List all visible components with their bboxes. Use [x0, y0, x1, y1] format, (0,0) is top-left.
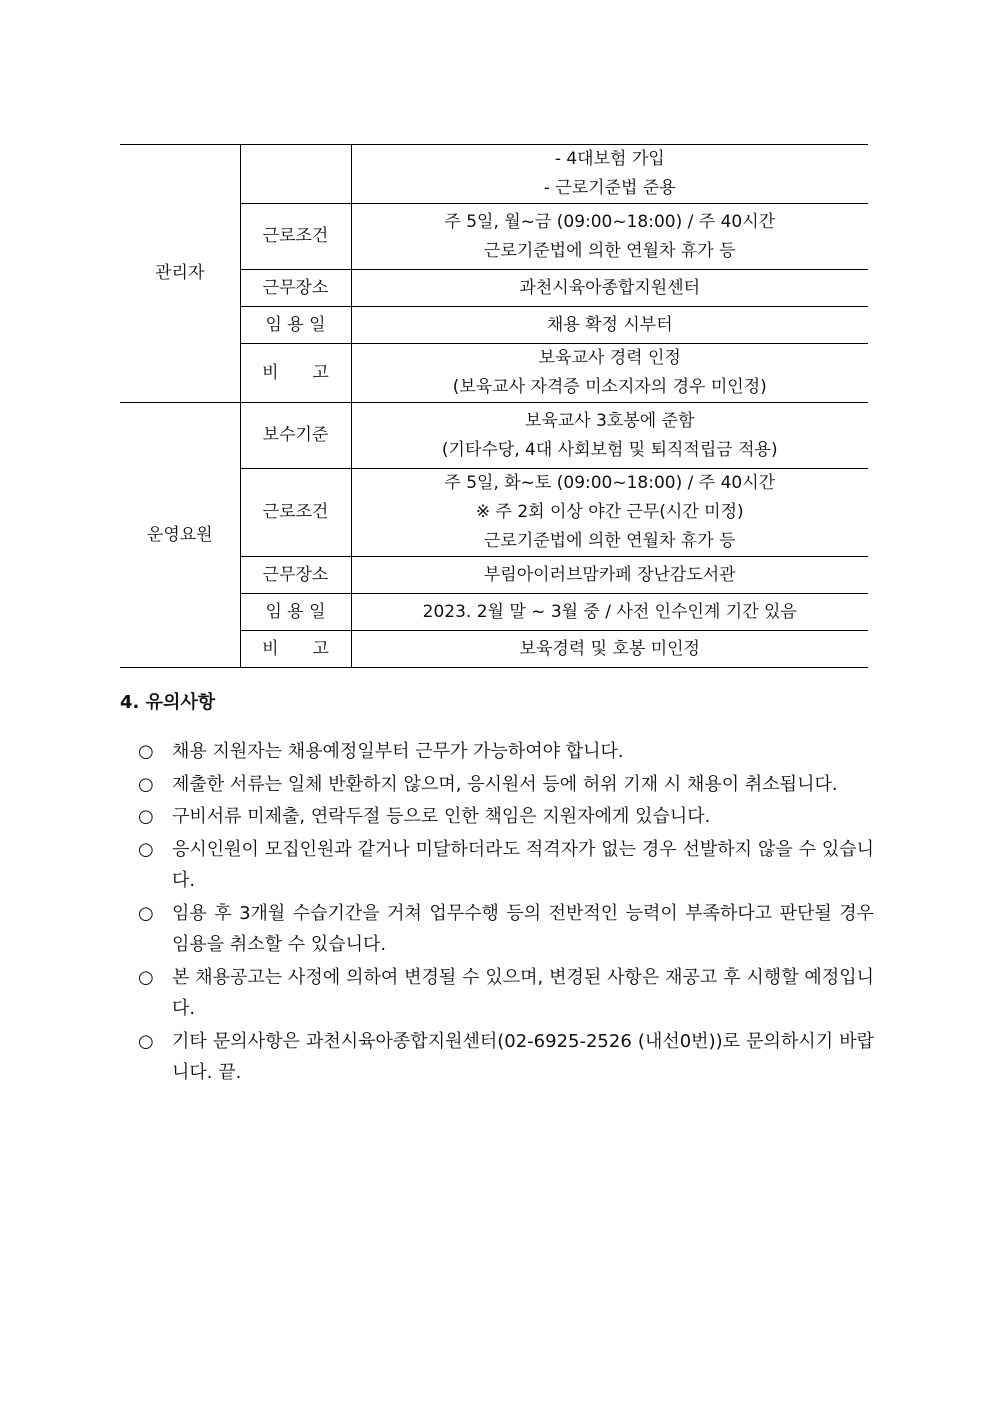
row-value: 주 5일, 월~금 (09:00~18:00) / 주 40시간 근로기준법에 의한 연월차 휴가 등	[351, 204, 868, 270]
row-label: 근로조건	[240, 204, 351, 270]
row-label: 비 고	[240, 344, 351, 403]
list-item: ○ 응시인원이 모집인원과 같거나 미달하더라도 적격자가 없는 경우 선발하지 않을 수 있습니다.	[138, 834, 874, 897]
list-item: ○ 본 채용공고는 사정에 의하여 변경될 수 있으며, 변경된 사항은 재공고 후 시행할 예정입니다.	[138, 962, 874, 1025]
section-title-notes: 4. 유의사항	[120, 692, 216, 713]
row-value: 보육교사 경력 인정 (보육교사 자격증 미소지자의 경우 미인정)	[351, 344, 868, 403]
row-value: 부림아이러브맘카페 장난감도서관	[351, 557, 868, 594]
row-value: 과천시육아종합지원센터	[351, 270, 868, 307]
group-label-manager: 관리자	[120, 145, 240, 403]
row-label: 임 용 일	[240, 594, 351, 631]
row-label: 근무장소	[240, 557, 351, 594]
list-item: ○ 기타 문의사항은 과천시육아종합지원센터(02-6925-2526 (내선0번))로 문의하시기 바랍니다. 끝.	[138, 1026, 874, 1089]
table-row	[120, 145, 868, 204]
recruitment-conditions-table	[120, 144, 868, 668]
row-value: 2023. 2월 말 ~ 3월 중 / 사전 인수인계 기간 있음	[351, 594, 868, 631]
circle-bullet-icon: ○	[138, 966, 154, 988]
row-value: 주 5일, 화~토 (09:00~18:00) / 주 40시간 ※ 주 2회 이상 야간 근무(시간 미정) 근로기준법에 의한 연월차 휴가 등	[351, 469, 868, 557]
circle-bullet-icon: ○	[138, 773, 154, 795]
list-item: ○ 제출한 서류는 일체 반환하지 않으며, 응시원서 등에 허위 기재 시 채용이 취소됩니다.	[138, 769, 874, 801]
group-label-staff: 운영요원	[120, 403, 240, 668]
circle-bullet-icon: ○	[138, 838, 154, 860]
row-label	[240, 145, 351, 204]
row-value: 채용 확정 시부터	[351, 307, 868, 344]
circle-bullet-icon: ○	[138, 806, 154, 827]
table-row	[120, 403, 868, 469]
row-label: 보수기준	[240, 403, 351, 469]
circle-bullet-icon: ○	[138, 902, 154, 924]
list-item: ○ 채용 지원자는 채용예정일부터 근무가 가능하여야 합니다.	[138, 736, 874, 768]
circle-bullet-icon: ○	[138, 741, 154, 762]
row-value: 보육경력 및 호봉 미인정	[351, 631, 868, 668]
list-item: ○ 구비서류 미제출, 연락두절 등으로 인한 책임은 지원자에게 있습니다.	[138, 801, 874, 833]
row-value: - 4대보험 가입 - 근로기준법 준용	[351, 145, 868, 204]
circle-bullet-icon: ○	[138, 1030, 154, 1052]
row-label: 임 용 일	[240, 307, 351, 344]
notes-list	[138, 736, 874, 1090]
row-label: 비 고	[240, 631, 351, 668]
list-item: ○ 임용 후 3개월 수습기간을 거쳐 업무수행 등의 전반적인 능력이 부족하다고 판단될 경우 임용을 취소할 수 있습니다.	[138, 898, 874, 961]
row-value: 보육교사 3호봉에 준함 (기타수당, 4대 사회보험 및 퇴직적립금 적용)	[351, 403, 868, 469]
row-label: 근무장소	[240, 270, 351, 307]
row-label: 근로조건	[240, 469, 351, 557]
